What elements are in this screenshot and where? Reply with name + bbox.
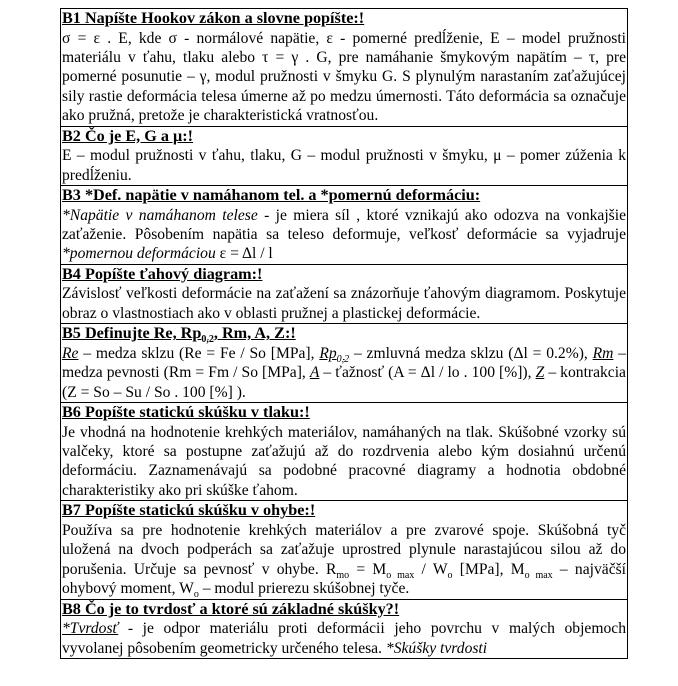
section-body: Re – medza sklzu (Re = Fe / So [MPa], $Rp_{0,2}$ – zmluvná medza sklzu (Δl = 0.2%), Rm – medza pevnosti (Rm = Fm / So [MPa], A – ťažnosť (A = Δl / lo . 100 [%]), Z – kontrakcia (Z = So – Su / So . 100 [%] ).	[62, 344, 626, 401]
section-heading: B8 Čo je to tvrdosť a ktoré sú základné skúšky?!	[62, 599, 400, 618]
section-b7	[60, 501, 628, 599]
document-page	[60, 8, 628, 659]
section-heading: B3 *Def. napätie v namáhanom tel. a *pomernú deformáciu:	[62, 186, 481, 205]
section-body: *Napätie v namáhanom telese - je miera síl , ktoré vznikajú ako odozva na vonkajšie zaťaženie. Pôsobením napätia sa teleso deformuje, veľkosť deformácie sa vyjadruje *pomernou deformáciou ε = Δl / l	[62, 206, 626, 263]
section-b4	[60, 265, 628, 324]
term-a: A	[309, 364, 320, 382]
section-b2	[60, 127, 628, 186]
section-body: Závislosť veľkosti deformácie na zaťažení sa znázorňuje ťahovým diagramom. Poskytuje obraz o vlastnostiach ako v oblasti pružnej a plastickej deformácie.	[62, 285, 626, 322]
term-pomerna-deformacia: *pomernou deformáciou	[62, 245, 216, 263]
term-rm: Rm	[592, 344, 614, 362]
section-heading: B2 Čo je E, G a μ:!	[62, 126, 194, 145]
section-body: σ = ε . E, kde σ - normálové napätie, ε - pomerné predĺženie, E – model pružnosti materiálu v ťahu, tlaku alebo τ = γ . G, pre namáhanie šmykovým napätím – τ, pre pomerné posunutie – γ, modul pružnosti v šmyku G. S plynulým narastaním zaťažujúcej sily rastie deformácia telesa úmerne až po medzu úmernosti. Táto deformácia sa označuje ako pružná, pretože je charakteristická vratnosťou.	[62, 29, 626, 125]
term-rp: $Rp_{0,2}$	[319, 344, 350, 365]
section-heading: B7 Popíšte statickú skúšku v ohybe:!	[62, 501, 316, 520]
section-b1	[60, 8, 628, 127]
section-body: Je vhodná na hodnotenie krehkých materiálov, namáhaných na tlak. Skúšobné vzorky sú valčeky, ktoré sa postupne zaťažujú až do rozdrvenia alebo kým dosiahnú určenú deformáciu. Zaznamenávajú sa podobné pracovné diagramy a hodnotia obdobné charakteristiky ako pri skúške ťahom.	[62, 423, 626, 499]
section-body: Používa sa pre hodnotenie krehkých materiálov a pre zvarové spoje. Skúšobná tyč uložená na dvoch podperách sa zaťažuje uprostred plynule narastajúcou silou až do porušenia. Určuje sa pevnosť v ohybe. $R_{mo} = M_{o max} / W_o$ [MPa], $M_{o max}$ – najväčší ohybový moment, $W_o$ – modul prierezu skúšobnej tyče.	[62, 521, 627, 601]
term-skusky-tvrdosti: *Skúšky tvrdosti	[385, 639, 488, 657]
section-b3	[60, 186, 628, 265]
term-tvrdost: *Tvrdosť	[62, 620, 119, 638]
section-body: *Tvrdosť - je odpor materiálu proti deformácii jeho povrchu v malých objemoch vyvolanej pôsobením geometricky určeného telesa. *Skúšky tvrdosti	[62, 620, 626, 657]
term-z: Z	[535, 364, 545, 382]
section-heading: B4 Popíšte ťahový diagram:!	[62, 264, 263, 283]
section-b8	[60, 600, 628, 659]
section-b6	[60, 403, 628, 501]
term-napatie: *Napätie v namáhanom telese	[62, 206, 258, 224]
section-heading: B1 Napíšte Hookov zákon a slovne popíšte:!	[62, 9, 365, 27]
section-heading: B5 Definujte Re, $Rp_{0,2}$, Rm, A, Z:!	[62, 324, 296, 346]
section-heading: B6 Popíšte statickú skúšku v tlaku:!	[62, 403, 310, 422]
term-re: Re	[62, 344, 79, 362]
section-body: E – modul pružnosti v ťahu, tlaku, G – modul pružnosti v šmyku, μ – pomer zúženia k predĺženiu.	[62, 147, 626, 184]
section-b5	[60, 324, 628, 403]
